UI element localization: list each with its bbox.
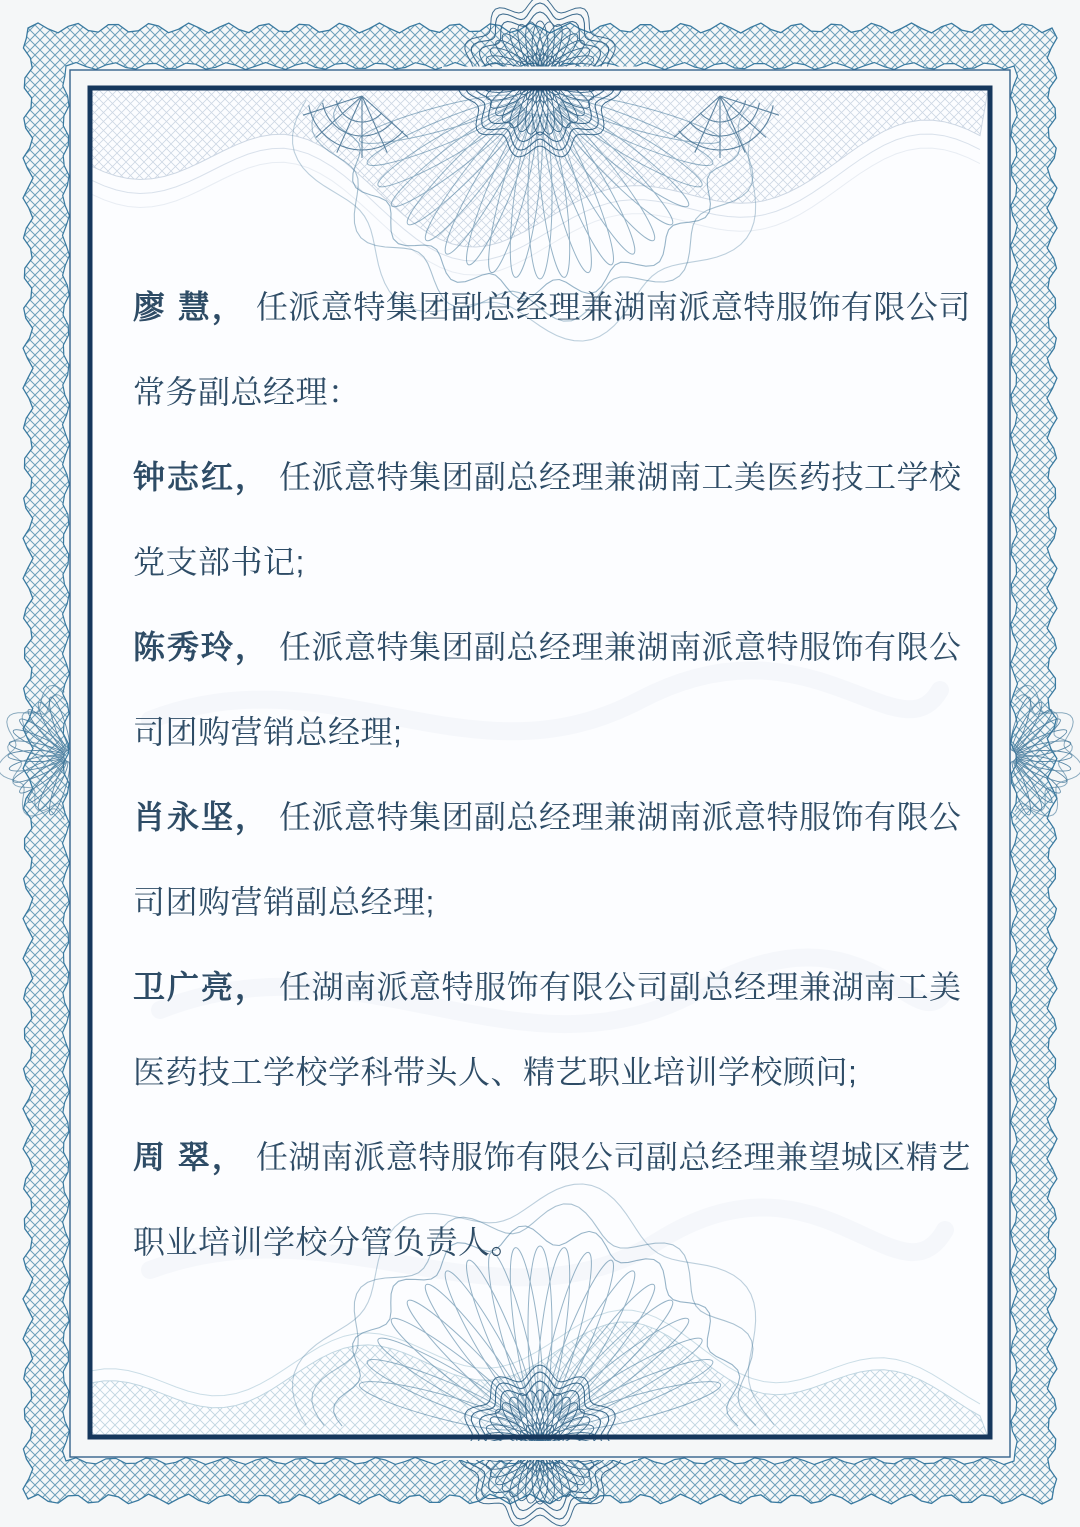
person-name: 钟志红， <box>133 458 270 495</box>
appointment-text: 任派意特集团副总经理兼湖南派意特服饰有限公司 <box>255 288 971 325</box>
entry-4-line-2: 司团购营销副总经理; <box>133 883 435 920</box>
entry-1-line-2: 常务副总经理： <box>133 373 361 410</box>
entry-5-line-1 <box>133 942 973 1027</box>
appointment-text: 任湖南派意特服饰有限公司副总经理兼望城区精艺 <box>255 1138 971 1175</box>
appointment-text: 任派意特集团副总经理兼湖南派意特服饰有限公 <box>279 798 962 835</box>
entry-4-line-1 <box>133 772 973 857</box>
entry-3-line-2: 司团购营销总经理; <box>133 713 403 750</box>
entry-1-line-1 <box>133 262 973 347</box>
appointment-list <box>133 262 973 1282</box>
person-name: 卫广亮， <box>133 968 270 1005</box>
person-name: 廖 慧， <box>133 288 246 325</box>
person-name: 陈秀玲， <box>133 628 270 665</box>
entry-5-line-2: 医药技工学校学科带头人、精艺职业培训学校顾问; <box>133 1053 858 1090</box>
entry-6-line-2: 职业培训学校分管负责人。 <box>133 1223 524 1260</box>
person-name: 周 翠， <box>133 1138 246 1175</box>
appointment-text: 任派意特集团副总经理兼湖南派意特服饰有限公 <box>279 628 962 665</box>
entry-2-line-1 <box>133 432 973 517</box>
entry-2-line-2: 党支部书记; <box>133 543 305 580</box>
appointment-text: 任湖南派意特服饰有限公司副总经理兼湖南工美 <box>279 968 962 1005</box>
entry-3-line-1 <box>133 602 973 687</box>
person-name: 肖永坚， <box>133 798 270 835</box>
appointment-text: 任派意特集团副总经理兼湖南工美医药技工学校 <box>279 458 962 495</box>
entry-6-line-1 <box>133 1112 973 1197</box>
